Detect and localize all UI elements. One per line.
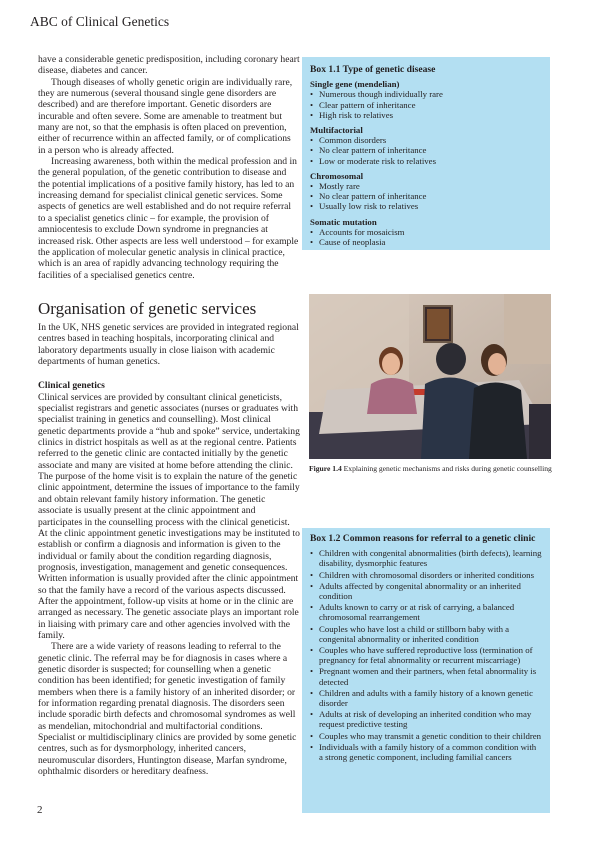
list-item: • High risk to relatives [310,110,542,120]
counselling-photo [309,294,551,459]
org-text [38,322,300,777]
list-item: • Individuals with a family history of a common condition with a strong genetic component, including familial cancers [310,742,542,762]
list-item: • Couples who have suffered reproductive loss (termination of pregnancy for fetal abnormality or recurrent miscarriage) [310,645,542,665]
box-subheading: Somatic mutation [310,216,377,227]
figure-caption [309,464,553,473]
intro-paragraph: Increasing awareness, both within the medical profession and in the general population, of the genetic contribution to disease and the potential implications of a positive family history, has led to an increasing demand for specialist clinical genetic services. Some aspects of genetics are well established and do not require referral to a specialist genetics clinic – for example, the provision of amniocentesis to exclude Down syndrome in pregnancies at increased risk. Other aspects are less well understood – for example the application of molecular genetic analysis in clinical practice, which is an area of rapidly advancing technology requiring the facilities of a specialised genetics centre. [38,156,299,281]
box-title: Box 1.2 Common reasons for referral to a genetic clinic [310,533,536,544]
running-head: ABC of Clinical Genetics [30,14,170,29]
list-item: • No clear pattern of inheritance [310,191,542,201]
list-item: • Couples who have lost a child or stillborn baby with a congenital abnormality or inherited condition [310,624,542,644]
box-list [310,227,542,247]
box-subheading: Single gene (mendelian) [310,79,400,90]
list-item: • No clear pattern of inheritance [310,145,542,155]
subheading-clinical-genetics: Clinical genetics [38,380,105,392]
list-item: • Common disorders [310,135,542,145]
page-number: 2 [37,804,43,816]
list-item: • Children with congenital abnormalities (birth defects), learning disability, dysmorphic features [310,548,542,568]
box-list [310,181,542,212]
list-item: • Pregnant women and their partners, when fetal abnormality is detected [310,666,542,686]
org-intro-paragraph: In the UK, NHS genetic services are provided in integrated regional centres based in teaching hospitals, incorporating clinical and laboratory departments usually in close liaison with academic departments of human genetics. [38,322,299,368]
box-list [310,135,542,166]
list-item: • Low or moderate risk to relatives [310,156,542,166]
box-reasons-for-referral [302,528,550,813]
list-item: • Accounts for mosaicism [310,227,542,237]
box-subheading: Chromosomal [310,170,364,181]
list-item: • Adults at risk of developing an inherited condition who may request predictive testing [310,709,542,729]
list-item: • Adults known to carry or at risk of carrying, a balanced chromosomal rearrangement [310,602,542,622]
figure-caption-text: Explaining genetic mechanisms and risks during genetic counselling [341,464,552,473]
intro-paragraph: Though diseases of wholly genetic origin are individually rare, they are numerous (several thousand single gene disorders are described) and are therefore important. Genetic disorders are incurable and often severe. Some are amenable to treatment but many are not, so that the emphasis is often placed on prevention, either of recurrence within an affected family, or of complications in a person who is already affected. [38,76,293,156]
list-item: • Adults affected by congenital abnormality or an inherited condition [310,581,542,601]
list-item: • Cause of neoplasia [310,237,542,247]
org-paragraph: There are a wide variety of reasons leading to referral to the genetic clinic. The referral may be for diagnosis in cases where a genetic disorder is suspected; for counselling when a genetic condition has been identified; for genetic investigation of family members when there is a family history of an inherited disorder; or for information regarding prenatal diagnosis. The disorders seen include sporadic birth defects and chromosomal syndromes as well as mendelian, mitochondrial and multifactorial conditions. Specialist or multidisciplinary clinics are provided by some genetic centres, such as for dysmorphology, inherited cancers, neuromuscular disorders, Huntington disease, Marfan syndrome, ophthalmic disorders or hereditary deafness. [38,641,297,778]
box-list [310,89,542,120]
list-item: • Mostly rare [310,181,542,191]
counselling-photo-illustration [309,294,551,459]
list-item: • Children with chromosomal disorders or inherited conditions [310,570,542,580]
intro-paragraph: have a considerable genetic predisposition, including coronary heart disease, diabetes and cancer. [38,54,300,77]
list-item: • Numerous though individually rare [310,89,542,99]
list-item: • Usually low risk to relatives [310,201,542,211]
intro-text [38,54,300,281]
figure-label: Figure 1.4 [309,464,342,473]
box-list [310,548,542,762]
box-type-of-genetic-disease [302,57,550,250]
org-paragraph: Clinical services are provided by consultant clinical geneticists, specialist registrars and genetic associates (nurses or graduates with specialist training in genetics and counselling). Most clinical genetic departments provide a “hub and spoke” service, undertaking clinics in district hospitals as well as at the regional centre. Patients referred to the genetic clinic are contacted initially by the genetic associate and many are visited at home before attending the clinic. The purpose of the home visit is to explain the nature of the genetic clinic appointment, determine the issues of importance to the family and obtain relevant family history information. The genetic associate is usually present at the clinic appointment and participates in the counselling process with the clinical geneticist. At the clinic appointment genetic investigations may be instituted to establish or confirm a diagnosis and information is given to the individual or family about the condition regarding diagnosis, prognosis, investigation, management and genetic consequences. Written information is usually provided after the clinic appointment so that the family have a record of the various aspects discussed. After the appointment, follow-up visits at home or in the clinic are arranged as necessary. The genetic associate plays an important role in liaising with primary care and other agencies involved with the family. [38,391,300,641]
list-item: • Children and adults with a family history of a known genetic disorder [310,688,542,708]
list-item: • Clear pattern of inheritance [310,100,542,110]
box-subheading: Multifactorial [310,125,363,136]
box-title: Box 1.1 Type of genetic disease [310,64,436,75]
section-title: Organisation of genetic services [38,299,257,318]
list-item: • Couples who may transmit a genetic condition to their children [310,731,542,741]
